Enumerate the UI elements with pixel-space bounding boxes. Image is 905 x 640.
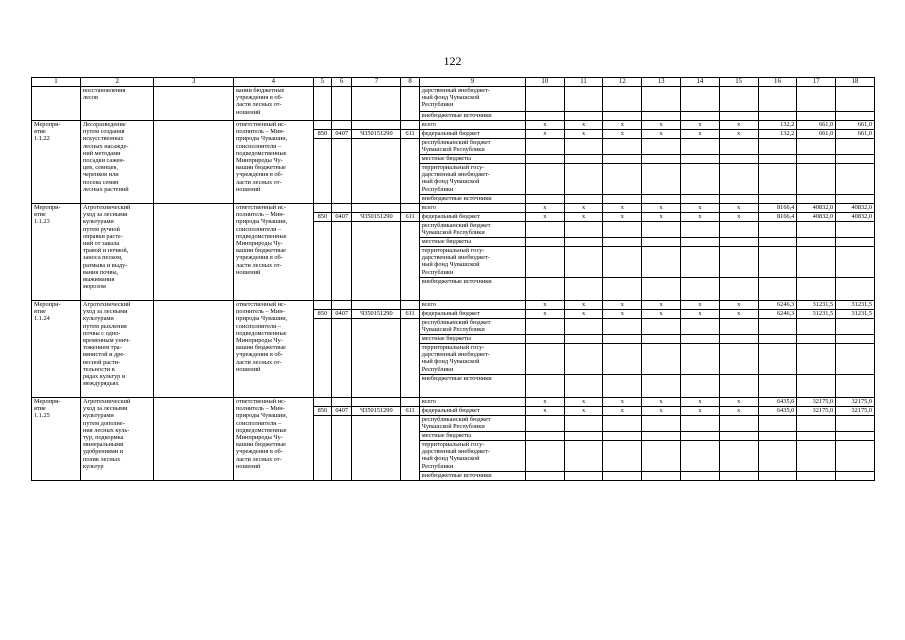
mark-cell: x bbox=[603, 398, 642, 407]
mark-cell: x bbox=[564, 398, 603, 407]
value-cell: 661,0 bbox=[836, 130, 875, 139]
mark-cell: x bbox=[719, 204, 758, 213]
mark-cell: x bbox=[681, 213, 720, 222]
mark-cell: x bbox=[681, 310, 720, 319]
measure-id: Меропри- ятие 1.1.25 bbox=[32, 398, 81, 481]
source-cell: местные бюджеты bbox=[419, 335, 525, 344]
source-cell: республиканский бюджет Чувашской Республики bbox=[419, 416, 525, 432]
column-number: 2 bbox=[80, 78, 153, 87]
source-cell: территориальный госу- дарственный внебюджет- ный фонд Чувашской Республики bbox=[419, 247, 525, 278]
mark-cell: x bbox=[525, 130, 564, 139]
mark-cell: x bbox=[642, 130, 681, 139]
mark-cell: x bbox=[719, 121, 758, 130]
csr-code: Ч350151290 bbox=[352, 130, 401, 139]
mark-cell: x bbox=[719, 301, 758, 310]
measure-row bbox=[32, 204, 875, 213]
value-cell: 6246,3 bbox=[758, 301, 797, 310]
value-cell: 32175,0 bbox=[836, 398, 875, 407]
vr-code: 611 bbox=[401, 407, 419, 416]
source-cell: местные бюджеты bbox=[419, 155, 525, 164]
csr-code: Ч350151290 bbox=[352, 310, 401, 319]
source-cell: федеральный бюджет bbox=[419, 310, 525, 319]
source-cell: территориальный госу- дарственный внебюджет- ный фонд Чувашской Республики bbox=[419, 164, 525, 195]
value-cell: 661,0 bbox=[836, 121, 875, 130]
mark-cell: x bbox=[564, 301, 603, 310]
source-cell: внебюджетные источники bbox=[419, 375, 525, 398]
value-cell: 132,2 bbox=[758, 130, 797, 139]
source-cell: территориальный госу- дарственный внебюджет- ный фонд Чувашской Республики bbox=[419, 441, 525, 472]
mark-cell: x bbox=[564, 204, 603, 213]
value-cell: 31231,5 bbox=[836, 310, 875, 319]
csr-code: Ч350151290 bbox=[352, 407, 401, 416]
source-cell: всего bbox=[419, 398, 525, 407]
budget-table bbox=[31, 77, 875, 481]
value-cell: 32175,0 bbox=[797, 398, 836, 407]
mark-cell: x bbox=[681, 130, 720, 139]
source-cell: всего bbox=[419, 204, 525, 213]
value-cell: 8166,4 bbox=[758, 204, 797, 213]
source-cell: внебюджетные источники bbox=[419, 472, 525, 481]
value-cell: 31231,5 bbox=[836, 301, 875, 310]
column-number: 18 bbox=[836, 78, 875, 87]
value-cell: 661,0 bbox=[797, 121, 836, 130]
mark-cell: x bbox=[681, 121, 720, 130]
measure-id: Меропри- ятие 1.1.23 bbox=[32, 204, 81, 301]
value-cell: 40832,0 bbox=[836, 204, 875, 213]
mark-cell: x bbox=[642, 398, 681, 407]
column-number: 14 bbox=[681, 78, 720, 87]
mark-cell: x bbox=[642, 310, 681, 319]
measure-name: Агротехнический уход за лесными культурами путем ручной оправки расте- ний от завала травой и почвой, заноса песком, размыва и выду- вания почвы, выжимания морозом bbox=[80, 204, 153, 301]
value-cell: 32175,0 bbox=[836, 407, 875, 416]
column-number: 1 bbox=[32, 78, 81, 87]
source-cell: внебюджетные источники bbox=[419, 112, 525, 121]
mark-cell: x bbox=[719, 310, 758, 319]
mark-cell: x bbox=[564, 121, 603, 130]
rzpr-code: 0407 bbox=[332, 213, 352, 222]
mark-cell: x bbox=[603, 130, 642, 139]
measure-row bbox=[32, 121, 875, 130]
vr-code: 611 bbox=[401, 310, 419, 319]
mark-cell: x bbox=[525, 301, 564, 310]
mark-cell: x bbox=[642, 301, 681, 310]
value-cell: 31231,5 bbox=[797, 301, 836, 310]
mark-cell: x bbox=[719, 398, 758, 407]
column-number: 11 bbox=[564, 78, 603, 87]
mark-cell: x bbox=[603, 121, 642, 130]
column-number: 9 bbox=[419, 78, 525, 87]
mark-cell: x bbox=[681, 398, 720, 407]
value-cell: 6246,3 bbox=[758, 310, 797, 319]
measure-name: Агротехнический уход за лесными культурами путем дополне- ния лесных куль- тур, подкормка минеральными удобрениями и полив лесных культур bbox=[80, 398, 153, 481]
mark-cell: x bbox=[564, 310, 603, 319]
mark-cell: x bbox=[525, 398, 564, 407]
mark-cell: x bbox=[525, 407, 564, 416]
grbs-code: 850 bbox=[313, 407, 331, 416]
mark-cell: x bbox=[525, 121, 564, 130]
mark-cell: x bbox=[603, 213, 642, 222]
column-number: 16 bbox=[758, 78, 797, 87]
source-cell: территориальный госу- дарственный внебюджет- ный фонд Чувашской Республики bbox=[419, 344, 525, 375]
column-number: 17 bbox=[797, 78, 836, 87]
mark-cell: x bbox=[564, 407, 603, 416]
mark-cell: x bbox=[719, 130, 758, 139]
column-number: 7 bbox=[352, 78, 401, 87]
continuation-row bbox=[32, 87, 875, 112]
source-cell: федеральный бюджет bbox=[419, 407, 525, 416]
csr-code: Ч350151290 bbox=[352, 213, 401, 222]
mark-cell: x bbox=[719, 407, 758, 416]
responsible-executor: ответственный ис- полнитель – Мин- природы Чувашии, соисполнители – подведомственные Минприроды Чу- вашии бюджетные учреждения в об- ласти лесных от- ношений bbox=[234, 301, 314, 398]
mark-cell: x bbox=[719, 213, 758, 222]
column-number: 3 bbox=[154, 78, 234, 87]
rzpr-code: 0407 bbox=[332, 130, 352, 139]
measure-name: Лесоразведение путем создания искусственных лесных насажде- ний методами посадки сажен- цев, сеянцев, черенков или посева семян лесных растений bbox=[80, 121, 153, 204]
column-number: 4 bbox=[234, 78, 314, 87]
header-row bbox=[32, 78, 875, 87]
vr-code: 611 bbox=[401, 213, 419, 222]
source-cell: внебюджетные источники bbox=[419, 278, 525, 301]
source-cell: всего bbox=[419, 121, 525, 130]
source-cell: федеральный бюджет bbox=[419, 130, 525, 139]
value-cell: 40832,0 bbox=[836, 213, 875, 222]
source-cell: местные бюджеты bbox=[419, 238, 525, 247]
value-cell: 132,2 bbox=[758, 121, 797, 130]
responsible-executor: ответственный ис- полнитель – Мин- природы Чувашии, соисполнители – подведомственные Минприроды Чу- вашии бюджетные учреждения в об- ласти лесных от- ношений bbox=[234, 204, 314, 301]
measure-name: Агротехнический уход за лесными культурами путем рыхления почвы с одно- временным унич- тожением тра- вянистой и дре- весной расти- тельности в рядах культур и междурядьях bbox=[80, 301, 153, 398]
continuation-col4: вании бюджетные учреждения в об- ласти лесных от- ношений bbox=[234, 87, 314, 121]
mark-cell: x bbox=[564, 130, 603, 139]
mark-cell: x bbox=[603, 407, 642, 416]
measure-id: Меропри- ятие 1.1.22 bbox=[32, 121, 81, 204]
value-cell: 6435,0 bbox=[758, 407, 797, 416]
column-number: 15 bbox=[719, 78, 758, 87]
mark-cell: x bbox=[525, 204, 564, 213]
column-number: 8 bbox=[401, 78, 419, 87]
rzpr-code: 0407 bbox=[332, 310, 352, 319]
measure-row bbox=[32, 301, 875, 310]
mark-cell: x bbox=[603, 301, 642, 310]
source-cell: дарственный внебюджет- ный фонд Чувашской Республики bbox=[419, 87, 525, 112]
mark-cell: x bbox=[525, 213, 564, 222]
source-cell: всего bbox=[419, 301, 525, 310]
mark-cell: x bbox=[681, 301, 720, 310]
rzpr-code: 0407 bbox=[332, 407, 352, 416]
source-cell: местные бюджеты bbox=[419, 432, 525, 441]
mark-cell: x bbox=[642, 407, 681, 416]
measure-row bbox=[32, 398, 875, 407]
mark-cell: x bbox=[525, 310, 564, 319]
mark-cell: x bbox=[681, 204, 720, 213]
mark-cell: x bbox=[642, 121, 681, 130]
mark-cell: x bbox=[564, 213, 603, 222]
value-cell: 8166,4 bbox=[758, 213, 797, 222]
mark-cell: x bbox=[642, 204, 681, 213]
responsible-executor: ответственный ис- полнитель – Мин- природы Чувашии, соисполнители – подведомственные Минприроды Чу- вашии бюджетные учреждения в об- ласти лесных от- ношений bbox=[234, 121, 314, 204]
column-number: 13 bbox=[642, 78, 681, 87]
source-cell: федеральный бюджет bbox=[419, 213, 525, 222]
source-cell: республиканский бюджет Чувашской Республики bbox=[419, 222, 525, 238]
responsible-executor: ответственный ис- полнитель – Мин- природы Чувашии, соисполнители – подведомственные Минприроды Чу- вашии бюджетные учреждения в об- ласти лесных от- ношений bbox=[234, 398, 314, 481]
grbs-code: 850 bbox=[313, 130, 331, 139]
measure-id: Меропри- ятие 1.1.24 bbox=[32, 301, 81, 398]
page-number: 122 bbox=[443, 54, 462, 68]
value-cell: 31231,5 bbox=[797, 310, 836, 319]
value-cell: 40832,0 bbox=[797, 204, 836, 213]
grbs-code: 850 bbox=[313, 213, 331, 222]
column-number: 6 bbox=[332, 78, 352, 87]
grbs-code: 850 bbox=[313, 310, 331, 319]
value-cell: 661,0 bbox=[797, 130, 836, 139]
mark-cell: x bbox=[603, 204, 642, 213]
column-number: 12 bbox=[603, 78, 642, 87]
continuation-col2: восстановления лесов bbox=[80, 87, 153, 121]
column-number: 5 bbox=[313, 78, 331, 87]
source-cell: республиканский бюджет Чувашской Республики bbox=[419, 139, 525, 155]
value-cell: 6435,0 bbox=[758, 398, 797, 407]
mark-cell: x bbox=[642, 213, 681, 222]
vr-code: 611 bbox=[401, 130, 419, 139]
source-cell: республиканский бюджет Чувашской Республики bbox=[419, 319, 525, 335]
source-cell: внебюджетные источники bbox=[419, 195, 525, 204]
value-cell: 32175,0 bbox=[797, 407, 836, 416]
mark-cell: x bbox=[603, 310, 642, 319]
column-number: 10 bbox=[525, 78, 564, 87]
mark-cell: x bbox=[681, 407, 720, 416]
value-cell: 40832,0 bbox=[797, 213, 836, 222]
